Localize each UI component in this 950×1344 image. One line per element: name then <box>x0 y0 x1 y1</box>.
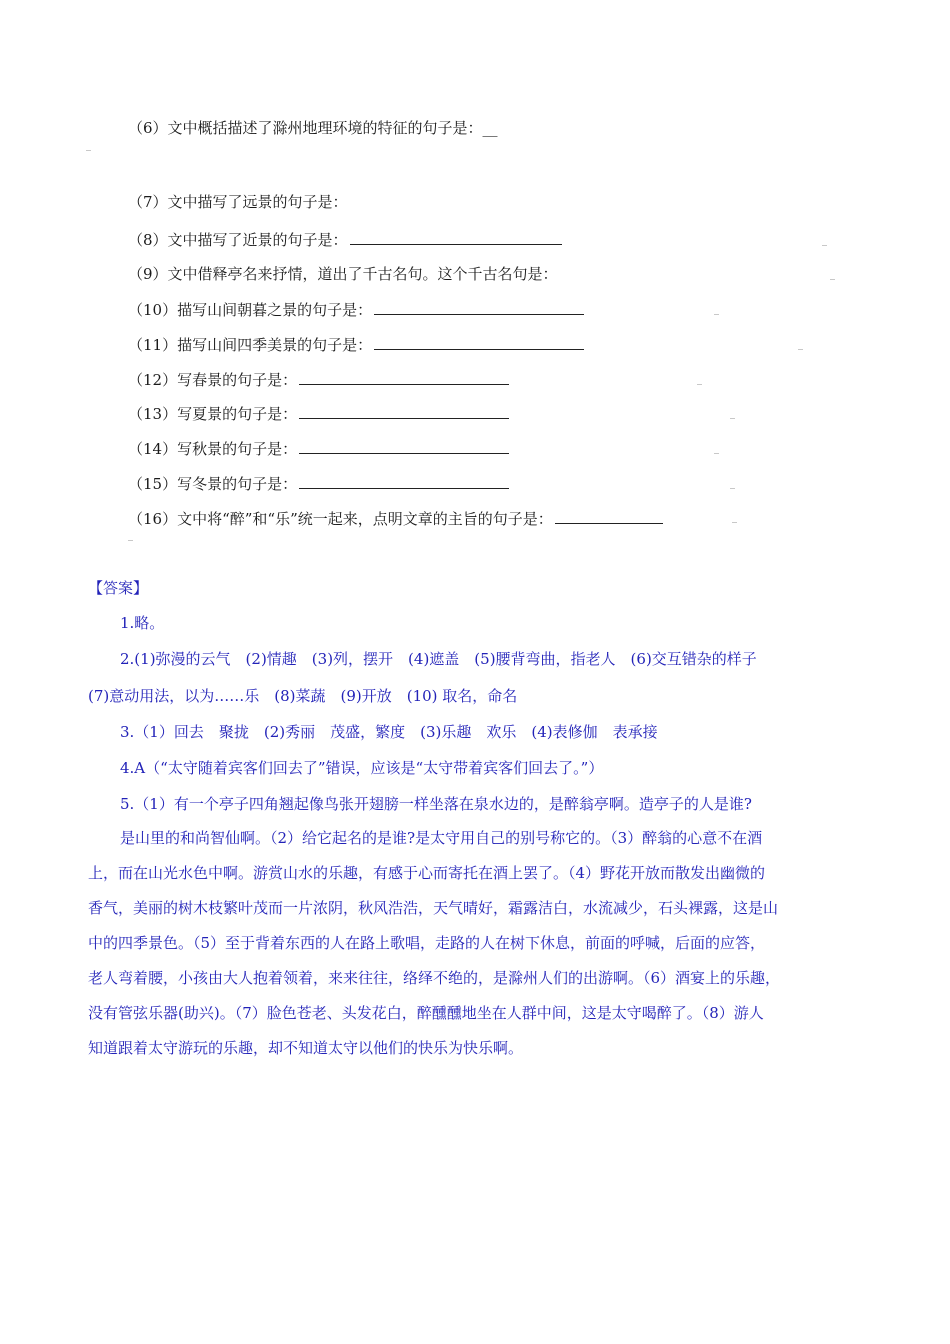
question-text: （7）文中描写了远景的句子是： <box>128 193 348 211</box>
question-text: （10）描写山间朝暮之景的句子是： <box>128 301 373 319</box>
question-10 <box>128 299 584 320</box>
question-text: （15）写冬景的句子是： <box>128 475 298 493</box>
answer-blank[interactable] <box>374 334 584 350</box>
question-16 <box>128 508 663 529</box>
answer-item-4: 4.A（“太守随着宾客们回去了”错误，应该是“太守带着宾客们回去了。”） <box>120 759 604 777</box>
question-7 <box>128 192 348 212</box>
question-text: （14）写秋景的句子是： <box>128 440 298 458</box>
paragraph-mark <box>697 382 702 385</box>
answer-blank[interactable] <box>299 369 509 385</box>
answer-item-2-line-1: 2.(1)弥漫的云气 (2)情趣 (3)列，摆开 (4)遮盖 (5)腰背弯曲，指老人 (6)交互错杂的样子 <box>120 650 757 668</box>
question-14 <box>128 438 509 459</box>
paragraph-mark <box>730 486 735 489</box>
paragraph-mark <box>732 520 737 523</box>
question-text: （16）文中将“醉”和“乐”统一起来，点明文章的主旨的句子是： <box>128 510 553 528</box>
answer-line: 上，而在山光水色中啊。游赏山水的乐趣，有感于心而寄托在酒上罢了。（4）野花开放而散发出幽微的 <box>88 864 766 882</box>
answer-item-3: 3.（1）回去 聚拢 (2)秀丽 茂盛，繁度 (3)乐趣 欢乐 (4)表修伽 表承接 <box>120 723 658 741</box>
answer-item-5 <box>88 794 868 1094</box>
question-8 <box>128 229 562 250</box>
question-text: （13）写夏景的句子是： <box>128 405 298 423</box>
answer-blank[interactable] <box>555 508 663 524</box>
answer-line: 没有管弦乐器(助兴)。（7）脸色苍老、头发花白，醉醺醺地坐在人群中间，这是太守喝醉了。（8）游人 <box>88 1004 764 1022</box>
answer-blank[interactable] <box>299 438 509 454</box>
answer-line: 5.（1）有一个亭子四角翘起像鸟张开翅膀一样坐落在泉水边的，是醉翁亭啊。造亭子的人是谁? <box>120 795 752 813</box>
question-text: （12）写春景的句子是： <box>128 371 298 389</box>
paragraph-mark <box>830 277 835 280</box>
answer-line: 中的四季景色。（5）至于背着东西的人在路上歌唱，走路的人在树下休息，前面的呼喊，后面的应答， <box>88 934 766 952</box>
question-13 <box>128 403 509 424</box>
paragraph-mark <box>798 347 803 350</box>
question-11 <box>128 334 584 355</box>
answer-blank[interactable] <box>299 473 509 489</box>
question-text: （6）文中概括描述了滁州地理环境的特征的句子是：__ <box>128 119 498 137</box>
question-12 <box>128 369 509 390</box>
question-9 <box>128 264 558 284</box>
answer-line: 知道跟着太守游玩的乐趣，却不知道太守以他们的快乐为快乐啊。 <box>88 1039 524 1057</box>
question-15 <box>128 473 509 494</box>
answer-item-2-line-2: (7)意动用法，以为……乐 (8)菜蔬 (9)开放 (10) 取名，命名 <box>88 687 518 705</box>
paragraph-mark <box>128 538 133 541</box>
paragraph-mark <box>822 243 827 246</box>
paragraph-mark <box>86 148 91 151</box>
answer-blank[interactable] <box>299 403 509 419</box>
paragraph-mark <box>714 451 719 454</box>
answer-line: 香气，美丽的树木枝繁叶茂而一片浓阴，秋风浩浩，天气晴好，霜露洁白，水流减少，石头裸露，这是山 <box>88 899 779 917</box>
answer-line: 老人弯着腰，小孩由大人抱着领着，来来往往，络绎不绝的，是滁州人们的出游啊。（6）酒宴上的乐趣， <box>88 969 781 987</box>
question-text: （9）文中借释亭名来抒情，道出了千古名句。这个千古名句是： <box>128 265 558 283</box>
question-text: （8）文中描写了近景的句子是： <box>128 231 348 249</box>
answer-blank[interactable] <box>374 299 584 315</box>
answer-blank[interactable] <box>350 229 562 245</box>
question-6 <box>128 118 498 138</box>
answer-item-1: 1.略。 <box>120 614 165 632</box>
question-text: （11）描写山间四季美景的句子是： <box>128 336 373 354</box>
paragraph-mark <box>730 416 735 419</box>
answer-line: 是山里的和尚智仙啊。（2）给它起名的是谁?是太守用自己的别号称它的。（3）醉翁的心意不在酒 <box>120 829 763 847</box>
answer-heading: 【答案】 <box>88 579 149 597</box>
paragraph-mark <box>714 312 719 315</box>
